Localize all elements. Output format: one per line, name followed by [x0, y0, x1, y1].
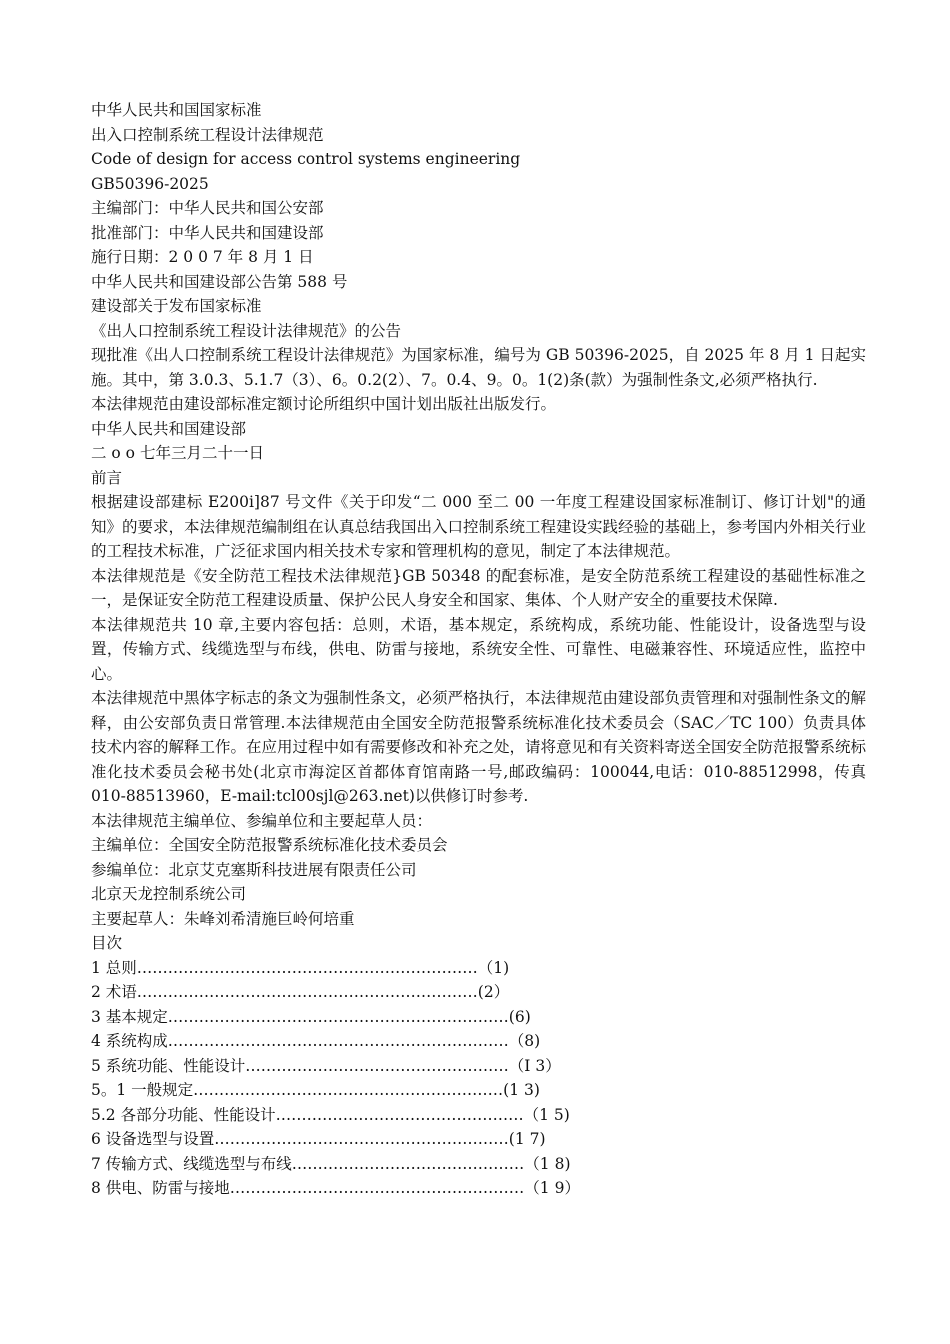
co-unit: 参编单位：北京艾克塞斯科技进展有限责任公司: [91, 860, 417, 879]
preface-paragraph-3: 本法律规范共 10 章,主要内容包括：总则，术语，基本规定，系统构成，系统功能、性能设计，设备选型与设置，传输方式、线缆选型与布线，供电、防雷与接地，系统安全性、可靠性、电磁兼容性、环境适应性，监控中心。: [91, 615, 866, 683]
drafters: 主要起草人：朱峰刘希清施巨岭何培重: [91, 909, 355, 928]
chief-department: 主编部门：中华人民共和国公安部: [91, 199, 324, 217]
title-cn: 出入口控制系统工程设计法律规范: [91, 125, 324, 144]
co-unit-2: 北京天龙控制系统公司: [91, 885, 247, 903]
announcement-issuer: 中华人民共和国建设部: [91, 419, 247, 438]
approval-department: 批准部门：中华人民共和国建设部: [91, 223, 324, 242]
units-intro: 本法律规范主编单位、参编单位和主要起草人员：: [91, 811, 433, 830]
preface-heading: 前言: [91, 468, 123, 487]
effective-date: 施行日期：2 0 0 7 年 8 月 1 日: [91, 248, 314, 266]
preface-paragraph-1: 根据建设部建标 E200i]87 号文件《关于印发“二 000 至二 00 一年度工程建设国家标准制订、修订计划"的通知》的要求，本法律规范编制组在认真总结我国出入口控制系统工程建设实践经验的基础上，参考国内外相关行业的工程技术标准，广泛征求国内相关技术专家和管理机构的意见，制定了本法律规范。: [91, 493, 867, 560]
toc-item: 3 基本规定…………………………………………………………(6): [91, 1007, 531, 1026]
preface-paragraph-2: 本法律规范是《安全防范工程技术法律规范}GB 50348 的配套标准，是安全防范系统工程建设的基础性标准之一，是保证安全防范工程建设质量、保护公民人身安全和国家、集体、个人财产安全的重要技术保障.: [91, 566, 866, 609]
toc-item: 7 传输方式、线缆选型与布线………………………………………（1 8): [91, 1154, 571, 1173]
announcement-heading-1: 建设部关于发布国家标准: [91, 297, 262, 315]
standard-type: 中华人民共和国国家标准: [91, 101, 262, 119]
announcement-date: 二 o o 七年三月二十一日: [91, 444, 264, 462]
toc-item: 5。1 一般规定……………………………………………………(1 3): [91, 1081, 540, 1099]
toc-item: 4 系统构成…………………………………………………………（8): [91, 1032, 541, 1050]
announcement-publisher: 本法律规范由建设部标准定额讨论所组织中国计划出版社出版发行。: [91, 395, 557, 413]
announcement-heading-2: 《出人口控制系统工程设计法律规范》的公告: [91, 321, 402, 340]
toc-heading: 目次: [91, 934, 123, 952]
announcement-number: 中华人民共和国建设部公告第 588 号: [91, 272, 348, 291]
table-of-contents: [91, 956, 866, 1201]
toc-item: 5 系统功能、性能设计……………………………………………（I 3）: [91, 1056, 561, 1075]
standard-code: GB50396-2025: [91, 174, 209, 193]
toc-item: 5.2 各部分功能、性能设计…………………………………………（1 5): [91, 1105, 570, 1124]
preface-paragraph-4: 本法律规范中黑体字标志的条文为强制性条文，必须严格执行，本法律规范由建设部负责管理和对强制性条文的解释，由公安部负责日常管理.本法律规范由全国安全防范报警系统标准化技术委员会（SAC／TC 100）负责具体技术内容的解释工作。在应用过程中如有需要修改和补充之处，请将意见和有关资料寄送全国安全防范报警系统标准化技术委员会秘书处(北京市海淀区首都体育馆南路一号,邮政编码：100044,电话：010-88512998，传真 010-88513960，E-mail:tcl00sjl@263.net)以供修订时参考.: [91, 689, 867, 805]
chief-unit: 主编单位：全国安全防范报警系统标准化技术委员会: [91, 836, 448, 854]
title-en: Code of design for access control systems engineering: [91, 150, 521, 168]
toc-item: 2 术语…………………………………………………………(2）: [91, 983, 510, 1001]
toc-item: 8 供电、防雷与接地…………………………………………………（1 9）: [91, 1179, 580, 1197]
toc-item: 6 设备选型与设置…………………………………………………(1 7): [91, 1130, 546, 1148]
announcement-body: 现批准《出人口控制系统工程设计法律规范》为国家标准，编号为 GB 50396-2025，自 2025 年 8 月 1 日起实施。其中，第 3.0.3、5.1.7（3）、6。0.2(2）、7。0.4、9。0。1(2)条(款）为强制性条文,必须严格执行.: [91, 346, 866, 389]
document-page: [91, 98, 866, 1201]
toc-item: 1 总则…………………………………………………………（1): [91, 958, 510, 977]
